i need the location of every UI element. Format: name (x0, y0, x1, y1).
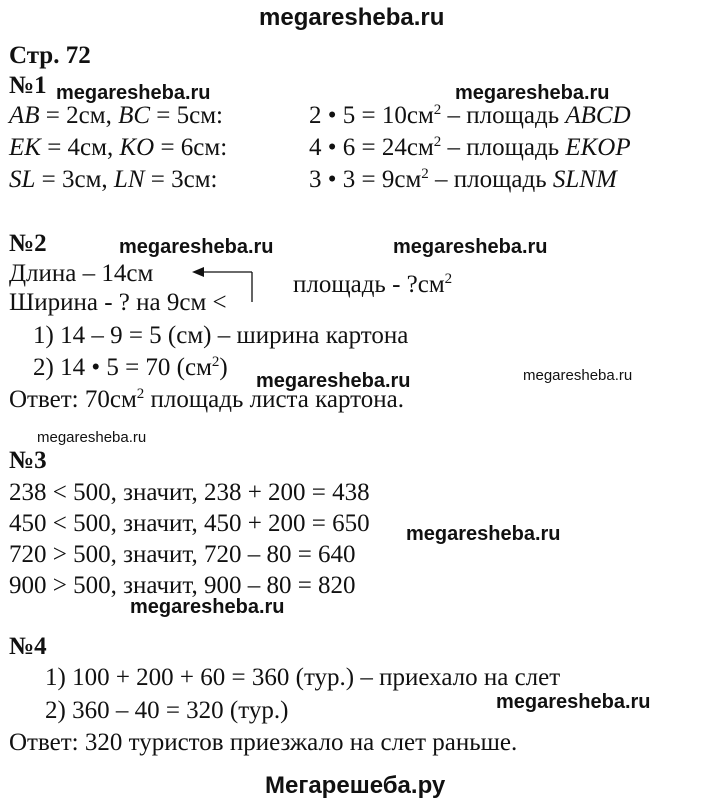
segment-value: = 3см: (144, 166, 218, 193)
calc-tail: – площадь (441, 102, 566, 129)
watermark: megaresheba.ru (523, 367, 633, 384)
task2-label: №2 (9, 230, 47, 257)
segment-name: SL (9, 166, 36, 193)
segment-name: AB (9, 102, 40, 129)
calc: 4 • 6 = 24см (309, 134, 434, 161)
task2-area-question (293, 271, 452, 299)
figure-name: ABCD (565, 102, 631, 129)
watermark: megaresheba.ru (37, 429, 147, 446)
watermark: megaresheba.ru (130, 596, 285, 618)
task3-line: 900 > 500, значит, 900 – 80 = 820 (9, 572, 356, 599)
calc: 3 • 3 = 9см (309, 166, 422, 193)
task1-calc-row (309, 134, 631, 162)
calc-tail: – площадь (441, 134, 566, 161)
segment-name: KO (119, 134, 155, 161)
task4-label: №4 (9, 633, 47, 660)
exponent: 2 (421, 166, 429, 182)
watermark: megaresheba.ru (393, 236, 548, 258)
task2-step1: 1) 14 – 9 = 5 (см) – ширина картона (33, 322, 409, 349)
page-title: Стр. 72 (9, 42, 91, 69)
area-question-text: площадь - ?см (293, 271, 445, 298)
exponent: 2 (136, 386, 145, 402)
task1-label: №1 (9, 72, 47, 99)
watermark: megaresheba.ru (119, 236, 274, 258)
site-header: megaresheba.ru (259, 4, 445, 31)
task2-length: Длина – 14см (9, 260, 154, 287)
calc-tail: – площадь (428, 166, 553, 193)
step2-tail: ) (219, 354, 228, 381)
figure-name: EKOP (565, 134, 631, 161)
calc: 2 • 5 = 10см (309, 102, 434, 129)
watermark: megaresheba.ru (406, 523, 561, 545)
watermark: megaresheba.ru (496, 691, 651, 713)
arrow-head (192, 267, 204, 277)
task2-width: Ширина - ? на 9см < (9, 289, 227, 316)
watermark: megaresheba.ru (256, 370, 411, 392)
segment-value: = 2см, (39, 102, 119, 129)
exponent: 2 (444, 271, 453, 287)
watermark: megaresheba.ru (56, 82, 211, 104)
answer-tail: площадь листа картона. (144, 386, 404, 413)
task1-given-row (9, 134, 227, 162)
relation-arrow (190, 262, 260, 312)
watermark: megaresheba.ru (455, 82, 610, 104)
task2-step2 (33, 354, 228, 382)
task3-label: №3 (9, 447, 47, 474)
task3-line: 238 < 500, значит, 238 + 200 = 438 (9, 479, 370, 506)
segment-name: BC (118, 102, 151, 129)
site-footer: Мегарешеба.ру (265, 772, 446, 799)
step2-text: 2) 14 • 5 = 70 (см (33, 354, 212, 381)
task1-calc-row (309, 102, 631, 130)
segment-name: EK (9, 134, 41, 161)
exponent: 2 (211, 354, 220, 370)
exponent: 2 (433, 102, 442, 118)
task1-given-row (9, 102, 223, 130)
task4-step1: 1) 100 + 200 + 60 = 360 (тур.) – приехало на слет (45, 664, 561, 691)
figure-name: SLNM (552, 166, 617, 193)
task3-line: 450 < 500, значит, 450 + 200 = 650 (9, 510, 370, 537)
segment-value: = 6см: (154, 134, 228, 161)
task1-calc-row (309, 166, 617, 194)
answer-text: Ответ: 70см (9, 386, 137, 413)
task4-answer: Ответ: 320 туристов приезжало на слет раньше. (9, 729, 518, 756)
task4-step2: 2) 360 – 40 = 320 (тур.) (45, 697, 289, 724)
segment-value: = 5см: (150, 102, 223, 129)
segment-name: LN (113, 166, 145, 193)
task2-answer (9, 386, 404, 414)
exponent: 2 (433, 134, 442, 150)
segment-value: = 3см, (35, 166, 114, 193)
task3-line: 720 > 500, значит, 720 – 80 = 640 (9, 541, 356, 568)
segment-value: = 4см, (40, 134, 120, 161)
task1-given-row (9, 166, 217, 194)
